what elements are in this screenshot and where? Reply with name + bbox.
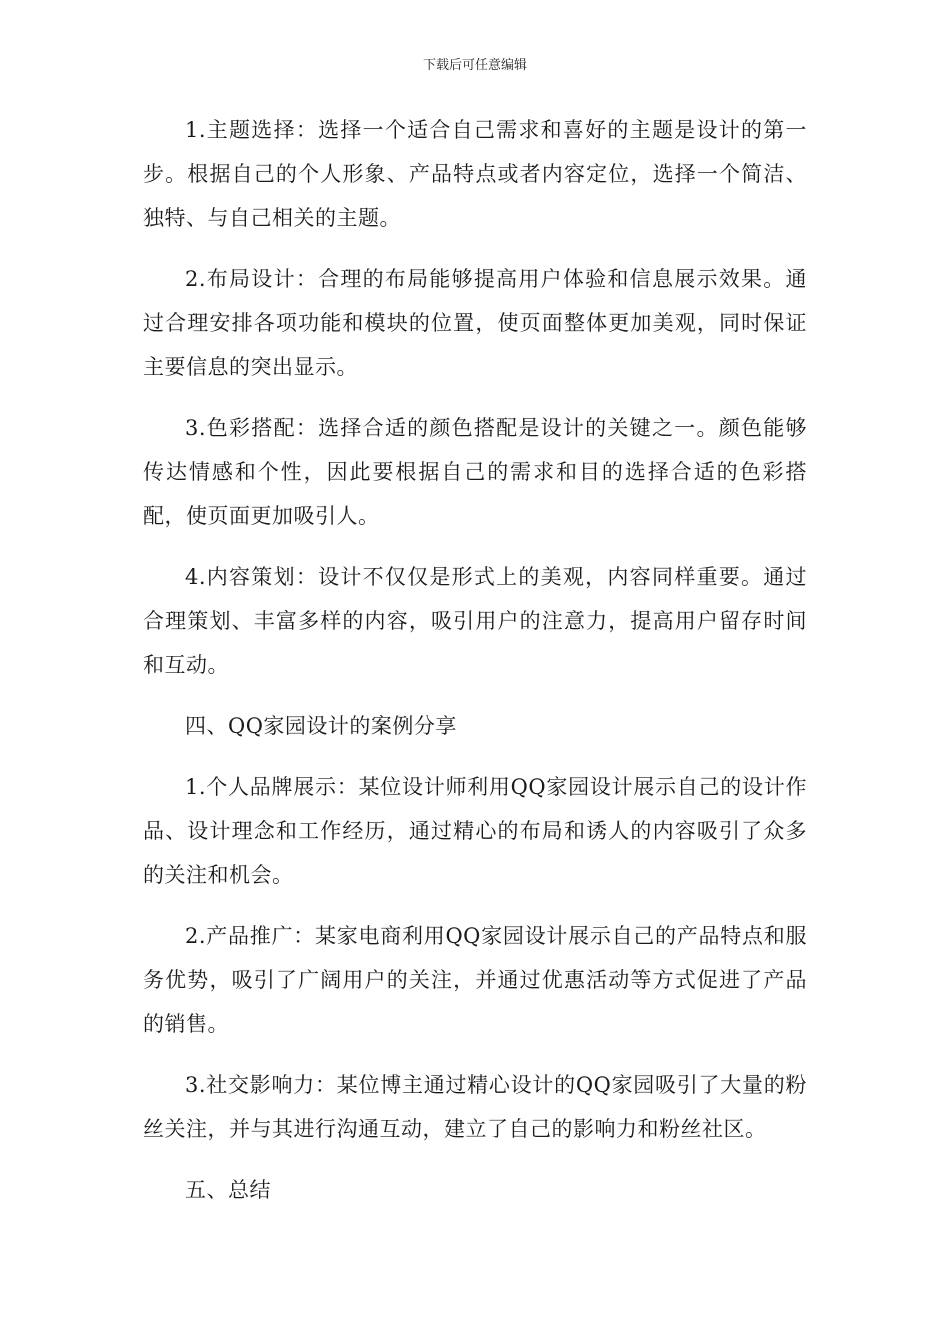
paragraph-color-matching: 3.色彩搭配：选择合适的颜色搭配是设计的关键之一。颜色能够传达情感和个性，因此要根据自己的需求和目的选择合适的色彩搭配，使页面更加吸引人。 <box>143 416 807 528</box>
paragraph-layout-design: 2.布局设计：合理的布局能够提高用户体验和信息展示效果。通过合理安排各项功能和模块的位置，使页面整体更加美观，同时保证主要信息的突出显示。 <box>143 267 807 379</box>
document-body <box>143 108 807 1229</box>
header-note: 下载后可任意编辑 <box>422 58 527 73</box>
paragraph-social-influence: 3.社交影响力：某位博主通过精心设计的QQ家园吸引了大量的粉丝关注，并与其进行沟通互动，建立了自己的影响力和粉丝社区。 <box>143 1073 807 1141</box>
paragraph-content-planning: 4.内容策划：设计不仅仅是形式上的美观，内容同样重要。通过合理策划、丰富多样的内容，吸引用户的注意力，提高用户留存时间和互动。 <box>143 565 807 677</box>
section-heading-summary: 五、总结 <box>185 1178 271 1202</box>
paragraph-personal-brand: 1.个人品牌展示：某位设计师利用QQ家园设计展示自己的设计作品、设计理念和工作经历，通过精心的布局和诱人的内容吸引了众多的关注和机会。 <box>143 775 807 887</box>
paragraph-product-promotion: 2.产品推广：某家电商利用QQ家园设计展示自己的产品特点和服务优势，吸引了广阔用户的关注，并通过优惠活动等方式促进了产品的销售。 <box>143 924 807 1036</box>
paragraph-theme-selection: 1.主题选择：选择一个适合自己需求和喜好的主题是设计的第一步。根据自己的个人形象、产品特点或者内容定位，选择一个简洁、独特、与自己相关的主题。 <box>143 118 807 230</box>
section-heading-case-studies: 四、QQ家园设计的案例分享 <box>185 714 457 738</box>
